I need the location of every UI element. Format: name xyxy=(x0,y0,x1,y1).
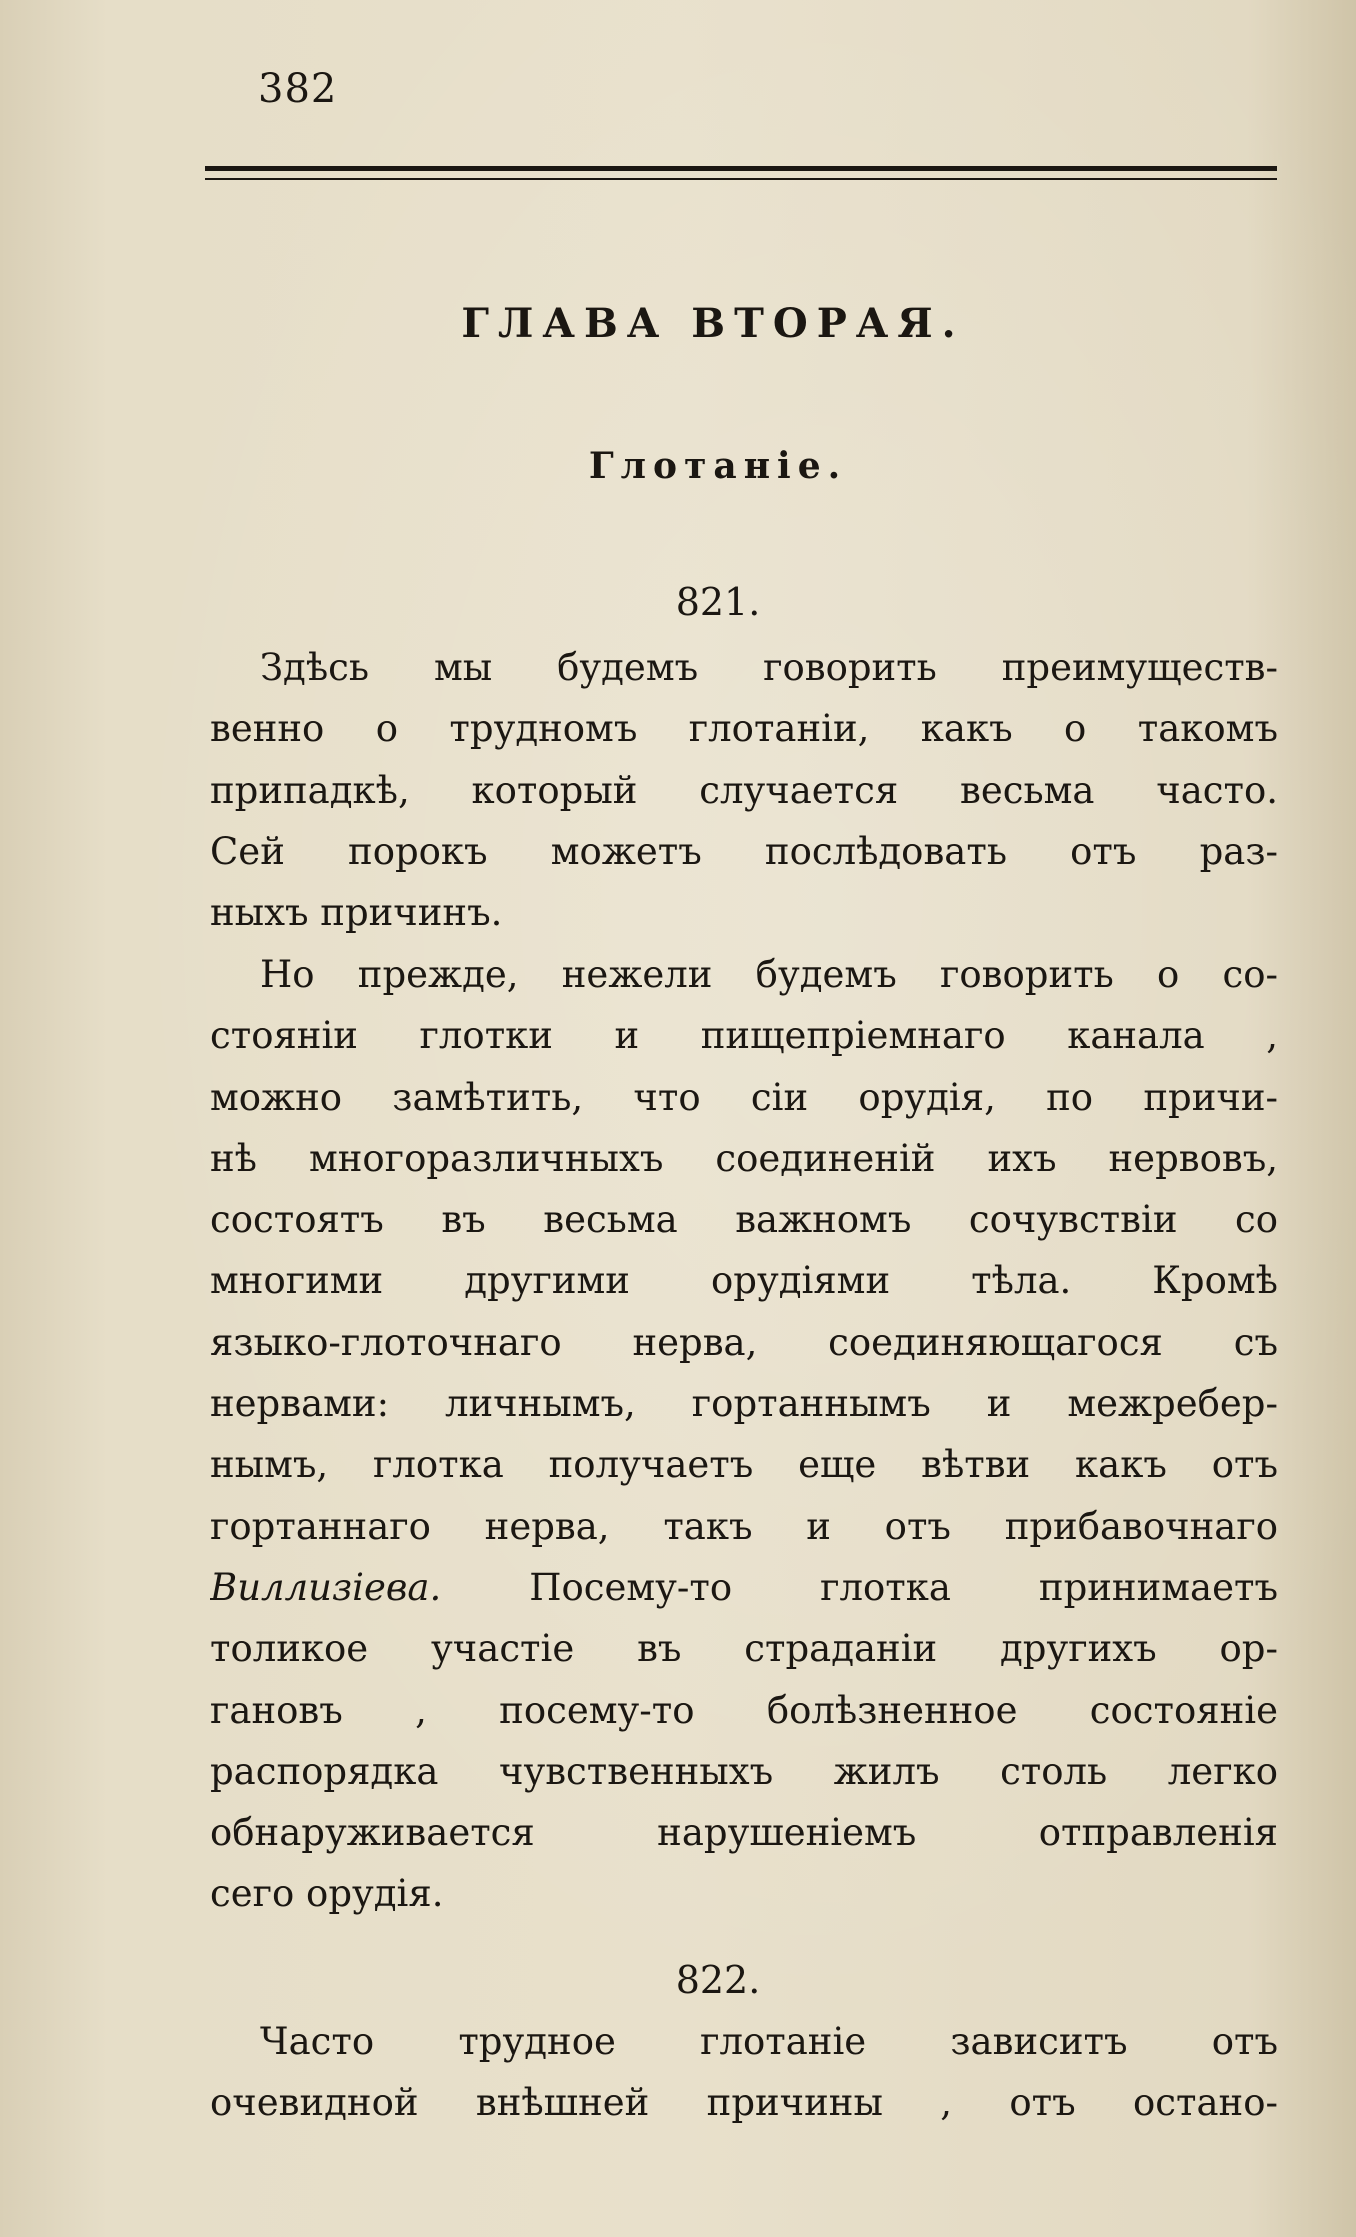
text-line: толикое участіе въ страданіи другихъ ор- xyxy=(210,1627,1278,1671)
paragraph-number-821: 821. xyxy=(675,580,761,624)
text-line: гортаннаго нерва, такъ и отъ прибавочнаго xyxy=(210,1504,1278,1548)
text-line: распорядка чувственныхъ жилъ столь легко xyxy=(210,1749,1278,1793)
text-line: очевидной внѣшней причины , отъ остано- xyxy=(210,2081,1278,2125)
text-fragment: Посему-то глотка принимаетъ xyxy=(441,1565,1278,1609)
text-line-with-italic xyxy=(210,1557,1278,1618)
text-line: гановъ , посему-то болѣзненное состояніе xyxy=(210,1688,1278,1732)
header-rule-thin xyxy=(205,178,1277,180)
text-line: состоятъ въ весьма важномъ сочувствіи со xyxy=(210,1198,1278,1242)
text-line: припадкѣ, который случается весьма часто. xyxy=(210,768,1278,812)
section-title: Глотаніе. xyxy=(588,445,848,487)
text-line: ныхъ причинъ. xyxy=(210,891,503,935)
paragraph-number-822: 822. xyxy=(675,1958,761,2002)
text-line: Здѣсь мы будемъ говорить преимуществ- xyxy=(260,646,1278,689)
text-line: нымъ, глотка получаетъ еще вѣтви какъ отъ xyxy=(210,1443,1278,1487)
text-line: Сей порокъ можетъ послѣдовать отъ раз- xyxy=(210,829,1278,873)
header-rule-thick xyxy=(205,166,1277,171)
text-line: нѣ многоразличныхъ соединеній ихъ нервовъ, xyxy=(210,1136,1278,1180)
italic-name: Виллизіева. xyxy=(210,1565,442,1609)
text-line: многими другими орудіями тѣла. Кромѣ xyxy=(210,1259,1278,1303)
paragraph-822-text xyxy=(210,2011,1278,2134)
text-line: языко-глоточнаго нерва, соединяющагося съ xyxy=(210,1320,1278,1364)
text-line: стояніи глотки и пищепріемнаго канала , xyxy=(210,1014,1278,1058)
text-line: сего орудія. xyxy=(210,1872,444,1916)
page-number: 382 xyxy=(258,66,338,112)
text-line: можно замѣтить, что сіи орудія, по причи- xyxy=(210,1075,1278,1119)
chapter-title: ГЛАВА ВТОРАЯ. xyxy=(461,300,965,347)
text-line: нервами: личнымъ, гортаннымъ и межребер- xyxy=(210,1382,1278,1426)
text-line: Часто трудное глотаніе зависитъ отъ xyxy=(260,2020,1278,2063)
paragraph-821-continuation xyxy=(210,944,1278,1925)
text-line: венно о трудномъ глотаніи, какъ о такомъ xyxy=(210,707,1278,751)
text-line: Но прежде, нежели будемъ говорить о со- xyxy=(260,953,1278,996)
paragraph-821-text xyxy=(210,637,1278,943)
text-line: обнаруживается нарушеніемъ отправленія xyxy=(210,1811,1278,1855)
